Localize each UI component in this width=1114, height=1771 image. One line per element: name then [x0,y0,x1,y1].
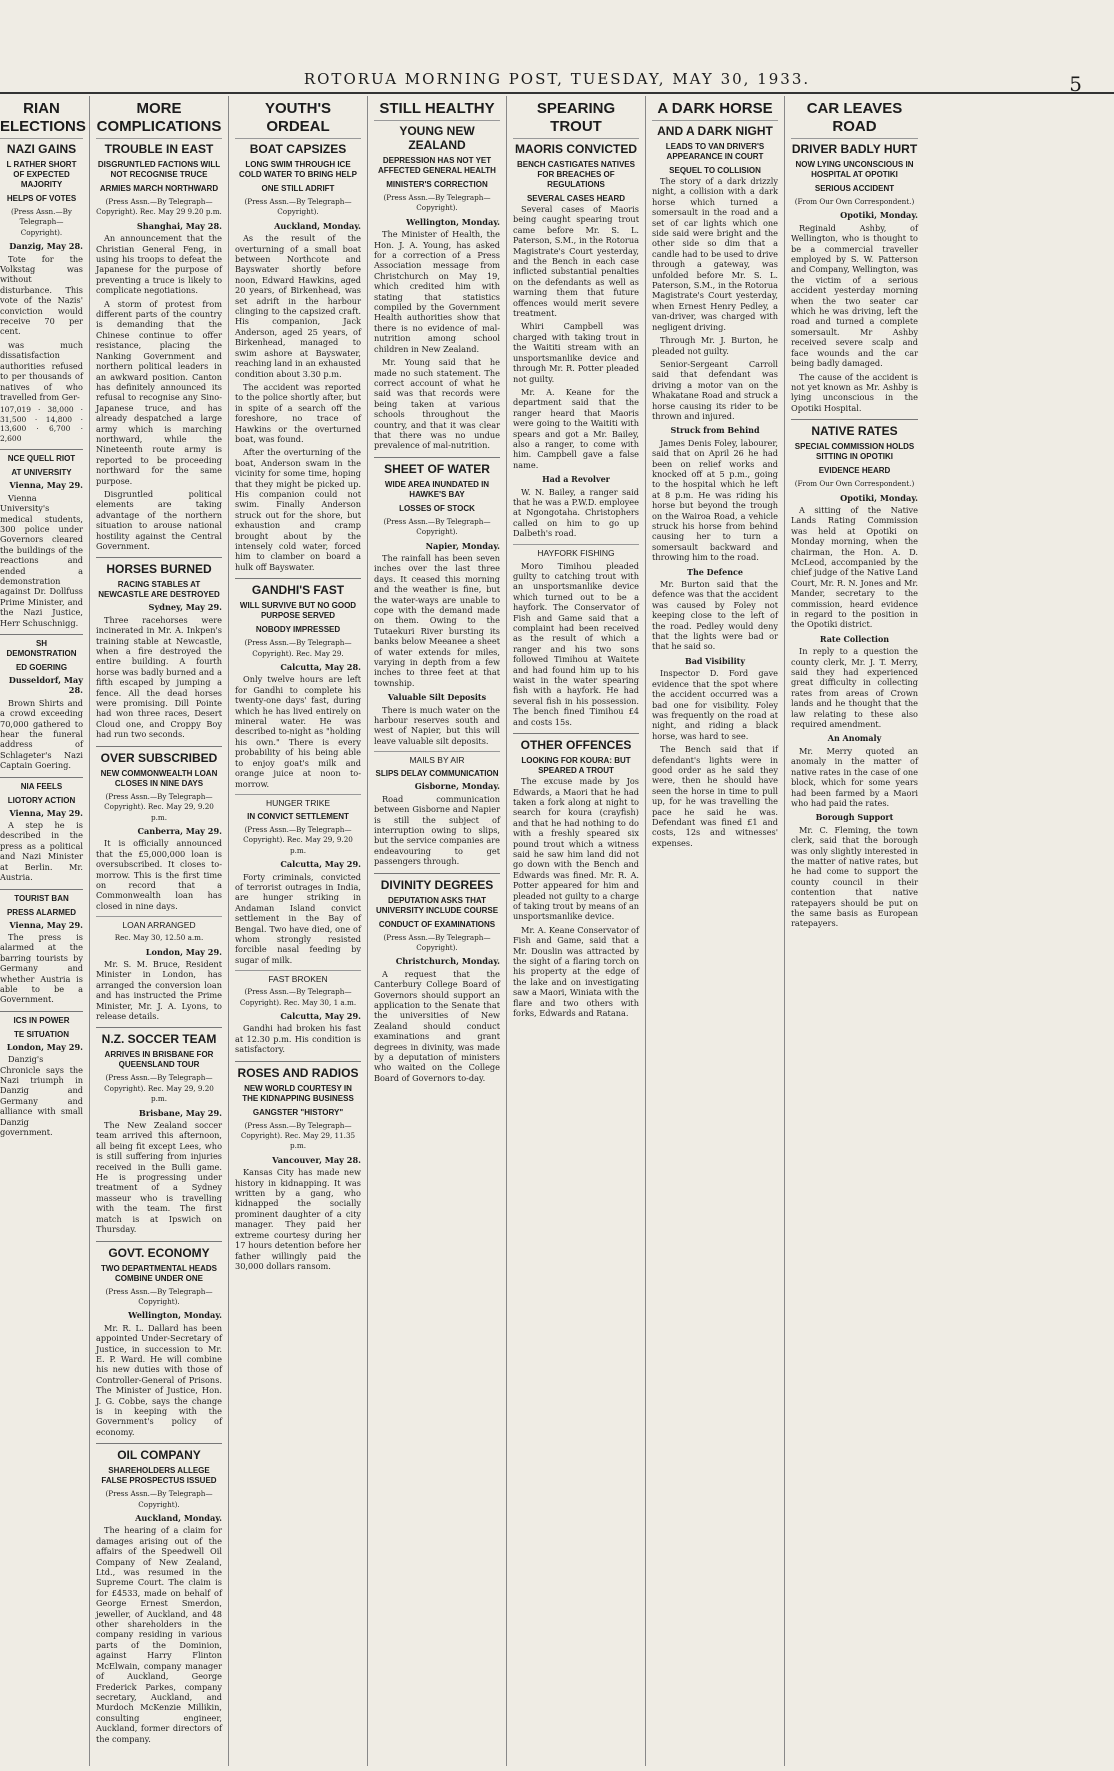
crosshead: Bad Visibility [684,655,746,666]
deck: LOOKING FOR KOURA: BUT SPEARED A TROUT [521,756,631,776]
paragraph: Inspector D. Ford gave evidence that the spot where the accident occurred was a bad one for visibility. Foley was frequently on the road at night, and riding a black horse, was hard to see. [652,668,778,741]
paragraph: Kansas City has made new history in kidnapping. It was written by a gang, who kidnapped the socially prominent daughter of a city manager. They paid her extreme courtesy during her 17 hours detention before her father willingly paid the 30,000 dollars ransom. [235,1167,361,1271]
dateline: (From Our Own Correspondent.) [794,197,915,206]
deck: NOW LYING UNCONSCIOUS IN HOSPITAL AT OPOTIKI [795,160,914,179]
deck: LONG SWIM THROUGH ICE COLD WATER TO BRING HELP [239,160,357,179]
dateline: (Press Assn.—By Telegraph—Copyright). Rec. May 29. [244,638,352,658]
deck: DEPUTATION ASKS THAT UNIVERSITY INCLUDE COURSE [375,895,499,915]
paragraph: Mr. Young said that he made no such statement. The correct account of what he said was that records were being taken at various schools throughout the country, and that it was clear that there was no undue prevalence of mal-nutrition. [374,357,500,451]
subheadline: AND A DARK NIGHT [657,124,773,138]
divider [96,1241,222,1242]
location: Christchurch, Monday. [395,956,500,967]
divider [96,557,222,558]
paragraph: Tote for the Volkstag was without disturbance. This vote of the Nazis' conviction would receive 70 per cent. [0,253,83,337]
divider [374,873,500,874]
paragraph: A storm of protest from different parts of the country is demanding that the Chinese continue to offer resistance, placing the Nanking Government and northern political leaders in an awkward position. Canton has definitely announced its refusal to recognise any Sino-Japanese truce, and has already despatched a large army which is marching northward, while the Nineteenth route army is reported to be proceeding northward for the same purpose. [96,298,222,486]
location: Sydney, May 29. [148,602,222,613]
divider [374,457,500,458]
location: Wellington, Monday. [128,1310,222,1321]
subhead: FAST BROKEN [235,970,361,984]
headline: DIVINITY DEGREES [380,877,494,892]
crosshead: Struck from Behind [670,425,760,436]
dateline: (Press Assn.—By Telegraph—Copyright). Rec. May 30, 1 a.m. [239,987,357,1007]
paragraph: After the overturning of the boat, Anderson swam in the vicinity for some time, hoping that they might be picked up. His companion could not swim. Finally Anderson struck out for the shore, but exhaustion and cramp brought about by the intensely cold water, forced him to clamber on board a hulk off Bayswater. [235,447,361,572]
divider [235,1061,361,1062]
paragraph: Brown Shirts and a crowd exceeding 70,000 gathered to hear the funeral address of Schlageter's Nazi Captain Goering. [0,697,83,771]
dateline: (Press Assn.—By Telegraph—Copyright). Rec. May 29, 9.20 p.m. [243,824,353,855]
location: Napier, Monday. [425,540,500,551]
paragraph: The accident was reported to the police shortly after, but in spite of a search off the foreshore, no trace of Hawkins or the overturned boat, was found. [235,381,361,444]
paragraph: In reply to a question the county clerk, Mr. J. T. Merry, said they had experienced great difficulty in collecting rates from areas of Crown lands and he thought that the law relating to these also required amendment. [791,646,918,730]
paragraph: The New Zealand soccer team arrived this afternoon, all being fit except Lees, who is still suffering from injuries received in the Bulli game. He is progressing under treatment of a Sydney masseur who is travelling with the team. The first match is at Ipswich on Thursday. [96,1120,222,1235]
location: Calcutta, May 29. [280,859,361,870]
subhead: HUNGER TRIKE [235,794,361,808]
paragraph: A request that the Canterbury College Board of Governors should support an application to the Senate that the universities of New Zealand should conduct examinations and grant degrees in divinity, was made by a deputation of ministers who waited on the College Board of Governors to-day. [374,968,500,1083]
paragraph: Mr. Burton said that the defence was that the accident was caused by Foley not keeping close to the left of the road. Pedley would deny that the lights were bad or that he said so. [652,579,778,652]
paragraph: Mr. R. L. Dallard has been appointed Under-Secretary of Justice, in succession to Mr. E. P. Ward. He will combine his new duties with those of Controller-General of Prisons. The Minister of Justice, Hon. J. G. Cobbe, says the change is in keeping with the Government's policy of economy. [96,1322,222,1437]
deck: SEQUEL TO COLLISION [669,166,761,175]
divider [513,733,639,734]
paragraph: Only twelve hours are left for Gandhi to complete his twenty-one days' fast, during which he has lived entirely on mineral water. He was described to-night as "holding his own." There is every probability of his being able to enjoy goat's milk and orange juice at noon to-morrow. [235,674,361,789]
deck: DEPRESSION HAS NOT YET AFFECTED GENERAL HEALTH [378,156,496,175]
divider [235,578,361,579]
headline: GANDHI'S FAST [251,583,345,598]
location: Vienna, May 29. [9,807,83,818]
headline: RIAN ELECTIONS [0,96,83,139]
headline: YOUTH'S ORDEAL [235,96,361,139]
deck: ARMIES MARCH NORTHWARD [99,184,219,193]
columns [0,96,1114,1766]
divider [96,1027,222,1028]
location: Wellington, Monday. [406,216,500,227]
deck: NOBODY IMPRESSED [255,625,341,635]
paragraph: Mr. Merry quoted an anomaly in the matter of native rates in the case of one block, which for some years had been farmed by a Maori who had paid the rates. [791,745,918,808]
paragraph: was much dissatisfaction authorities refused to per thousands of natives of who travelled from Ger- [0,339,83,402]
dateline: (Press Assn.—By Telegraph—Copyright). Rec. May 29 9.20 p.m. [96,197,222,217]
deck: SLIPS DELAY COMMUNICATION [375,769,499,779]
deck: CONDUCT OF EXAMINATIONS [378,919,496,929]
deck: EVIDENCE HEARD [818,466,891,476]
dateline: (From Our Own Correspondent.) [794,479,915,489]
location: Dusseldorf, May 28. [8,675,83,696]
location: Vienna, May 29. [9,480,83,491]
crosshead: Had a Revolver [542,474,610,485]
column-1 [0,96,90,1766]
deck: LIOTORY ACTION [7,795,76,805]
location: Auckland, Monday. [135,1513,222,1523]
dateline: (Press Assn.—By Telegraph—Copyright). Rec. May 29, 9.20 p.m. [104,791,214,822]
headline: NATIVE RATES [811,424,898,439]
location: London, May 29. [145,946,222,957]
divider [96,746,222,747]
dateline: (Press Assn.—By Telegraph—Copyright). [383,193,491,213]
deck: SERIOUS ACCIDENT [814,184,895,193]
subhead: LOAN ARRANGED [96,916,222,930]
paragraph: The press is alarmed at the barring tourists by Germany and whether Austria is able to be a Government. [0,931,83,1005]
location: Brisbane, May 29. [138,1107,222,1118]
deck: IN CONVICT SETTLEMENT [247,811,349,821]
paragraph: The Bench said that if defendant's lights were in good order as he said they were, then he should have seen the horse in time to pull up, for he was travelling the pace he said he was. Defendant was fined £1 and costs, 12s and witnesses' expenses. [652,744,778,848]
deck: MINISTER'S CORRECTION [386,180,488,189]
headline: OVER SUBSCRIBED [100,750,218,765]
paragraph: Mr. S. M. Bruce, Resident Minister in London, has arranged the conversion loan and has instructed the Prime Minister, Mr. J. A. Lyons, to release details. [96,958,222,1021]
crosshead: The Defence [687,566,743,577]
page-number: 5 [1069,72,1082,96]
paragraph: James Denis Foley, labourer, said that on April 26 he had been on relief works and knocked off at 5 p.m., going to the hospital which he left at 8 p.m. He was riding his horse but beyond the trough on the Wairoa Road, a vehicle struck his horse from behind causing her to turn a somersault backward and throwing him to the road. [652,437,778,563]
deck: NEW COMMONWEALTH LOAN CLOSES IN NINE DAYS [100,768,218,788]
deck: LOSSES OF STOCK [399,503,475,513]
headline: OTHER OFFENCES [520,738,632,753]
column-4 [368,96,507,1766]
dateline: (Press Assn.—By Telegraph—Copyright). [105,1489,213,1509]
masthead-title: ROTORUA MORNING POST, TUESDAY, MAY 30, 1933. [303,70,811,88]
deck: BENCH CASTIGATES NATIVES FOR BREACHES OF REGULATIONS [517,160,635,189]
deck: SHAREHOLDERS ALLEGE FALSE PROSPECTUS ISSUED [101,1466,217,1486]
crosshead: Borough Support [815,812,894,823]
dateline: (Press Assn.—By Telegraph—Copyright). [10,207,72,237]
paragraph: W. N. Bailey, a ranger said that he was a P.W.D. employee at Ngongotaha. Christophers called on him to go up Dalbeth's road. [513,486,639,539]
subhead: MAILS BY AIR [374,751,500,765]
column-7 [785,96,924,1766]
dateline: (Press Assn.—By Telegraph—Copyright). [244,197,352,217]
headline: SHEET OF WATER [384,461,490,476]
headline: STILL HEALTHY [374,96,500,121]
headline: ROSES AND RADIOS [237,1065,359,1080]
dateline: (Press Assn.—By Telegraph—Copyright). [383,932,491,952]
location: Canberra, May 29. [137,825,222,836]
paragraph: Disgruntled political elements are taking advantage of the northern situation to arouse national hostility against the Central Government. [96,488,222,551]
paragraph: There is much water on the harbour reserves south and west of Napier, but this will leave valuable silt deposits. [374,704,500,746]
headline: MORE COMPLICATIONS [96,96,222,139]
subheadline: BOAT CAPSIZES [249,142,347,156]
paragraph: It is officially announced that the £5,000,000 loan is oversubscribed. It closes to-morrow. This is the first time on record that a Commonwealth loan has closed in nine days. [96,838,222,911]
headline: NCE QUELL RIOT [7,454,76,464]
dateline: (Press Assn.—By Telegraph—Copyright). Rec. May 29, 11.35 p.m. [240,1120,356,1151]
paragraph: Forty criminals, convicted of terrorist outrages in India, are hunger striking in Andaman Island convict settlement in the Bay of Bengal. Two have died, one of whom strongly resisted forcible nasal feeding by sugar of milk. [235,871,361,965]
headline: OIL COMPANY [117,1448,201,1463]
paragraph: Three racehorses were incinerated in Mr. A. Inkpen's training stable at Newcastle, when a fire destroyed the entire building. A fourth horse was badly burned and a fifth escaped by jumping a fence. All the dead horses were promising. Dill Pointe had won three races, Desert Cloud one, and Croppy Boy had run two seconds. [96,614,222,740]
divider [0,1011,83,1012]
paragraph: Mr. A. Keane for the department said that the ranger heard that Maoris were going to the Waititi with spears and got a Mr. Bailey, also a ranger, to come with him. Campbell gave a false name. [513,386,639,470]
deck: PRESS ALARMED [6,907,77,917]
paragraph: The rainfall has been seven inches over the last three days. It ceased this morning and the weather is fine, but the water-ways are unable to cope with the demand made on them. Owing to the Tutaekuri River bursting its banks below Meeanee a sheet of water extends for miles, varying in depth from a few inches to three feet at that township. [374,552,500,688]
paragraph: Mr. C. Fleming, the town clerk, said that the borough was only slightly interested in the matter of native rates, but he had come to support the county council in their contention that native ratepayers should be put on the same basis as European ratepayers. [791,824,918,929]
crosshead: Rate Collection [819,633,890,644]
deck: ARRIVES IN BRISBANE FOR QUEENSLAND TOUR [104,1050,214,1070]
paragraph: A step he is described in the press as a political and Nazi Minister at Berlin. Mr. Austria. [0,820,83,883]
paragraph: A sitting of the Native Lands Rating Commission was held at Opotiki on Monday morning, when the chairman, the Hon. A. D. McLeod, accompanied by the chief judge of the Native Land Court, Mr. R. N. Jones and Mr. Mander, secretary to the commission, heard evidence in regard to the position in the Opotiki district. [791,504,918,630]
dateline: (Press Assn.—By Telegraph—Copyright). [105,1286,213,1306]
headline: SH DEMONSTRATION [6,639,77,658]
paragraph: The excuse made by Jos Edwards, a Maori that he had taken a fork along at night to search for koura (crayfish) and that he had nothing to do with a freshly speared six pound trout which a witness said he saw him land did not go down with the Bench and Edwards was fined. Mr. R. A. Potter appeared for him and pleaded not guilty to a charge of taking trout by means of an unsportsmanlike device. [513,776,639,922]
deck: TWO DEPARTMENTAL HEADS COMBINE UNDER ONE [101,1263,217,1283]
deck: LEADS TO VAN DRIVER'S APPEARANCE IN COURT [665,142,765,161]
paragraph: Reginald Ashby, of Wellington, who is thought to be a commercial traveller employed by S. W. Patterson and Company, Wellington, was the victim of a serious accident yesterday morning when the two seater car which he was driving, left the road and turned a complete somersault. Mr Ashby received severe scalp and face wounds and the car being badly damaged. [791,222,918,369]
divider [0,777,83,778]
headline: N.Z. SOCCER TEAM [101,1032,217,1047]
vote-tally: 107,019 · 38,000 · 31,500 · 14,800 · 13,600 · 6,700 · 2,600 [0,405,83,443]
paragraph: An announcement that the Christian General Feng, in using his troops to defeat the Japanese for the purpose of preventing a truce is likely to complicate negotiations. [96,233,222,296]
divider [791,419,918,420]
column-5 [507,96,646,1766]
paragraph: Mr. A. Keane Conservator of Fish and Game, said that a Mr. Douslin was attracted by the sight of a flaring torch on his property at the edge of the lake and on investigating saw a Maori, Winiata with the flare and two others with forks, Edwards and Ratana. [513,924,639,1019]
subhead: HAYFORK FISHING [513,544,639,558]
location: Auckland, Monday. [274,220,361,231]
divider [0,449,83,450]
location: Danzig, May 28. [9,241,83,252]
location: London, May 29. [6,1041,83,1052]
crosshead: An Anomaly [827,733,882,744]
deck: SPECIAL COMMISSION HOLDS SITTING IN OPOTIKI [794,442,915,462]
paragraph: Gandhi had broken his fast at 12.30 p.m. His condition is satisfactory. [235,1023,361,1055]
paragraph: The story of a dark drizzly night, a collision with a dark horse which turned a somersault in the road and a set of car lights which one side said were bright and the other side so dim that a candle had to be used to drive through a gateway, was unfolded before Mr. S. L. Paterson, S.M., in the Rotorua Magistrate's Court yesterday, when Ernest Henry Pedley, a van-driver, was charged with negligent driving. [652,176,778,332]
deck: AT UNIVERSITY [11,468,72,478]
masthead-rule [0,92,1114,94]
divider [0,889,83,890]
location: Vienna, May 29. [9,919,83,930]
location: Opotiki, Monday. [840,492,918,503]
subheadline: NAZI GAINS [6,142,77,156]
deck: SEVERAL CASES HEARD [526,194,626,203]
paragraph: As the result of the overturning of a small boat between Northcote and Bayswater shortly before noon, Edward Hawkins, aged 20 years, of Birkenhead, was set adrift in the harbour clinging to the capsized craft. His companion, Jack Anderson, aged 25 years, of Birkenhead, managed to swim ashore at Bayswater, reaching land in an exhausted condition about 3.30 p.m. [235,233,361,379]
dateline: (Press Assn.—By Telegraph—Copyright). Rec. May 29, 9.20 p.m. [104,1073,214,1104]
headline: SPEARING TROUT [513,96,639,139]
paragraph: Vienna University's medical students, 300 police under Governors cleared the buildings of the reactions and ended a demonstration against Dr. Dollfuss Prime Minister, and the Nazi Justice, Herr Schuschnigg. [0,492,83,628]
paragraph: Road communication between Gisborne and Napier is still the subject of interruption owing to slips, but the service companies are endeavouring to get passengers through. [374,793,500,867]
deck: GANGSTER "HISTORY" [252,1107,344,1117]
headline: GOVT. ECONOMY [108,1245,210,1260]
divider [96,1443,222,1444]
deck: RACING STABLES AT NEWCASTLE ARE DESTROYED [98,580,220,600]
subheadline: DRIVER BADLY HURT [791,142,918,156]
location: Vancouver, May 28. [272,1154,361,1165]
column-3 [229,96,368,1766]
deck: DISGRUNTLED FACTIONS WILL NOT RECOGNISE TRUCE [97,160,221,179]
paragraph: Senior-Sergeant Carroll said that defendant was driving a motor van on the Whakatane Road and struck a horse causing its rider to be thrown and injured. [652,358,778,421]
column-2 [90,96,229,1766]
paragraph: Several cases of Maoris being caught spearing trout came before Mr. S. L. Paterson, S.M., in the Rotorua Magistrate's Court yesterday, and the Bench in each case inflicted substantial penalties on the defendants as well as warning them that future offences would merit severe treatment. [513,204,639,319]
paragraph: Moro Timihou pleaded guilty to catching trout with an unsportsmanlike device which turned out to be a hayfork. The Conservator of Fish and Game said that a complaint had been received as the result of which a ranger and his two sons followed Timihou at Waitete and had found him up to his waist in the water spearing fish with a hayfork. He had several fish in his possession. The bench fined Timihou £4 and costs 15s. [513,560,639,727]
masthead [0,0,1114,96]
paragraph: Through Mr. J. Burton, he pleaded not guilty. [652,335,778,356]
deck: WILL SURVIVE BUT NO GOOD PURPOSE SERVED [239,601,357,621]
divider [0,634,83,635]
crosshead: Valuable Silt Deposits [387,692,487,703]
deck: NEW WORLD COURTESY IN THE KIDNAPPING BUSINESS [242,1083,354,1103]
subheadline: MAORIS CONVICTED [514,142,637,156]
deck: L RATHER SHORT OF EXPECTED MAJORITY [6,160,77,189]
deck: ED GOERING [15,663,68,672]
headline: HORSES BURNED [106,562,212,577]
dateline: (Press Assn.—By Telegraph—Copyright). [383,516,491,537]
headline: ICS IN POWER [13,1015,70,1025]
subheadline: TROUBLE IN EAST [104,142,214,156]
location: Opotiki, Monday. [840,210,918,221]
paragraph: The hearing of a claim for damages arising out of the affairs of the Speedwell Oil Company of New Zealand, Ltd., was resumed in the Supreme Court. The claim is for £4533, made on behalf of George Ernest Smerdon, jeweller, of Auckland, and 48 other shareholders in the company residing in various parts of the Dominion, against Harry Flinton McElwain, company manager of Auckland, George Frederick Parkes, company secretary, Auckland, and Murdoch McKenzie Millikin, consulting engineer, Auckland, former directors of the company. [96,1525,222,1744]
location: Calcutta, May 28. [280,662,361,673]
headline: CAR LEAVES ROAD [791,96,918,139]
location: Gisborne, Monday. [414,781,500,792]
deck: TE SITUATION [14,1029,69,1039]
headline: NIA FEELS [20,781,63,791]
deck: HELPS OF VOTES [6,194,77,203]
dateline: Rec. May 30, 12.50 a.m. [114,933,204,943]
headline: TOURIST BAN [14,893,69,903]
column-6 [646,96,785,1766]
paragraph: The Minister of Health, the Hon. J. A. Young, has asked for a correction of a Press Association message from Christchurch on May 19, which credited him with stating that statistics compiled by the Government Health authorities show that there is no evidence of mal-nutrition among school children in New Zealand. [374,229,500,354]
subheadline: YOUNG NEW ZEALAND [399,124,475,152]
deck: ONE STILL ADRIFT [261,184,335,193]
location: Calcutta, May 29. [280,1011,361,1021]
headline: A DARK HORSE [652,96,778,121]
location: Shanghai, May 28. [136,220,222,231]
paragraph: Whiri Campbell was charged with taking trout in the Waititi stream with an unsportsmanlike device and through Mr. R. Potter pleaded not guilty. [513,321,639,384]
paragraph: The cause of the accident is not yet known as Mr. Ashby is lying unconscious in the Opotiki Hospital. [791,371,918,413]
deck: WIDE AREA INUNDATED IN HAWKE'S BAY [384,479,490,499]
paragraph: Danzig's Chronicle says the Nazi triumph in Danzig and Germany and alliance with small Danzig government. [0,1054,83,1137]
